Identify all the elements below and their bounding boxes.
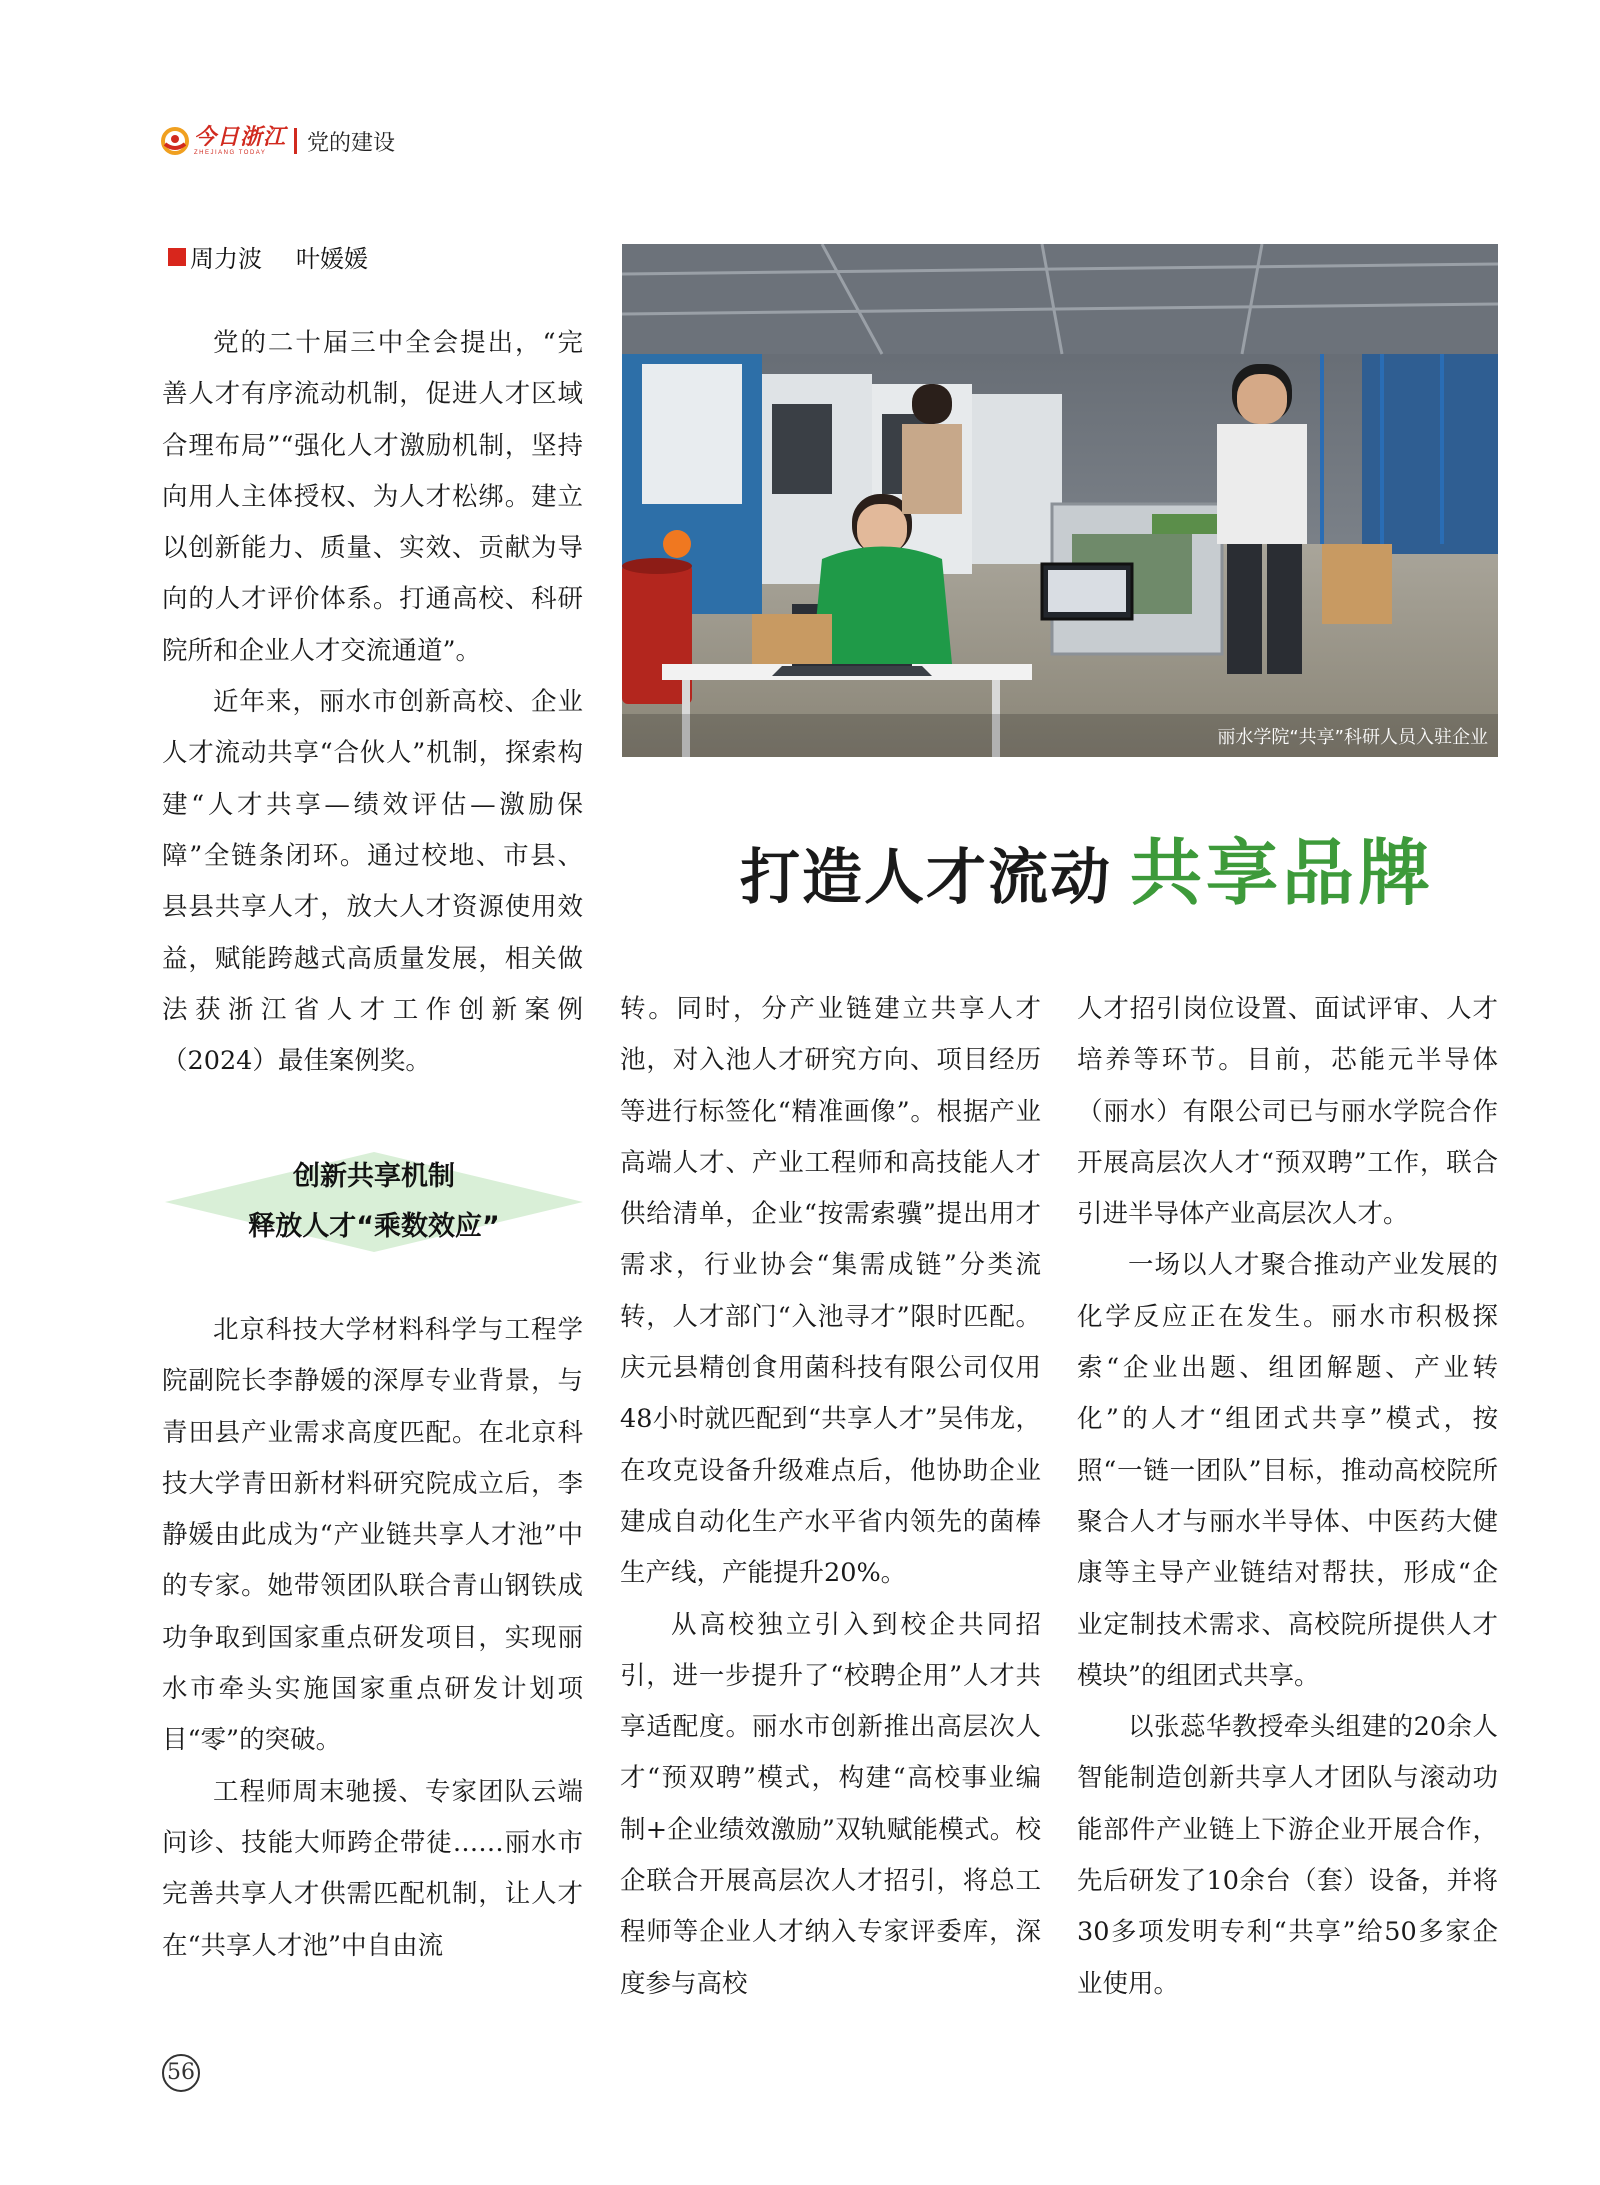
- paragraph: 近年来，丽水市创新高校、企业人才流动共享“合伙人”机制，探索构建“人才共享—绩效评估—激励保障”全链条闭环。通过校地、市县、县县共享人才，放大人才资源使用效益，赋能跨越式高质量发展，相关做法获浙江省人才工作创新案例（2024）最佳案例奖。: [162, 687, 583, 1077]
- byline-marker: [168, 248, 186, 266]
- sun-logo-icon: [160, 126, 190, 156]
- paragraph: 一场以人才聚合推动产业发展的化学反应正在发生。丽水市积极探索“企业出题、组团解题、产业转化”的人才“组团式共享”模式，按照“一链一团队”目标，推动高校院所聚合人才与丽水半导体、中医药大健康等主导产业链结对帮扶，形成“企业定制技术需求、高校院所提供人才模块”的组团式共享。: [1077, 1250, 1498, 1691]
- article-photo: [622, 244, 1498, 757]
- paragraph: 工程师周末驰援、专家团队云端问诊、技能大师跨企带徒……丽水市完善共享人才供需匹配机制，让人才在“共享人才池”中自由流: [162, 1776, 583, 1961]
- paragraph: 以张蕊华教授牵头组建的20余人智能制造创新共享人才团队与滚动功能部件产业链上下游企业开展合作，先后研发了10余台（套）设备，并将30多项发明专利“共享”给50多家企业使用。: [1077, 1712, 1498, 1999]
- photo-caption: 丽水学院“共享”科研人员入驻企业: [1217, 727, 1488, 748]
- logo-subtext: ZHEJIANG TODAY: [194, 150, 267, 156]
- paragraph: 党的二十届三中全会提出，“完善人才有序流动机制，促进人才区域合理布局”“强化人才激励机制，坚持向用人主体授权、为人才松绑。建立以创新能力、质量、实效、贡献为导向的人才评价体系。打通高校、科研院所和企业人才交流通道”。: [162, 328, 583, 666]
- factory-lab-photo: [622, 244, 1498, 757]
- magazine-logo: [160, 126, 286, 156]
- paragraph-continuation: 人才招引岗位设置、面试评审、人才培养等环节。目前，芯能元半导体（丽水）有限公司已与丽水学院合作开展高层次人才“预双聘”工作，联合引进半导体产业高层次人才。: [1077, 994, 1498, 1230]
- paragraph: 从高校独立引入到校企共同招引，进一步提升了“校聘企用”人才共享适配度。丽水市创新推出高层次人才“预双聘”模式，构建“高校事业编制+企业绩效激励”双轨赋能模式。校企联合开展高层次人才招引，将总工程师等企业人才纳入专家评委库，深度参与高校: [620, 1609, 1041, 1999]
- article-column-right: [1077, 984, 1498, 2010]
- logo-text: 今日浙江: [194, 124, 287, 150]
- article-column-middle: [620, 984, 1041, 2010]
- section-subhead: [165, 1144, 583, 1260]
- subhead-line: 创新共享机制: [293, 1161, 455, 1192]
- article-title: [740, 815, 1434, 915]
- article-column-left-bottom: [162, 1305, 583, 1972]
- page-header: [160, 118, 395, 164]
- header-divider: [294, 128, 297, 154]
- paragraph: 北京科技大学材料科学与工程学院副院长李静媛的深厚专业背景，与青田县产业需求高度匹配。在北京科技大学青田新材料研究院成立后，李静媛由此成为“产业链共享人才池”中的专家。她带领团队联合青山钢铁成功争取到国家重点研发项目，实现丽水市牵头实施国家重点研发计划项目“零”的突破。: [162, 1315, 583, 1756]
- paragraph-continuation: 转。同时，分产业链建立共享人才池，对入池人才研究方向、项目经历等进行标签化“精准画像”。根据产业高端人才、产业工程师和高技能人才供给清单，企业“按需索骥”提出用才需求，行业协会“集需成链”分类流转，人才部门“入池寻才”限时匹配。庆元县精创食用菌科技有限公司仅用48小时就匹配到“共享人才”吴伟龙，在攻克设备升级难点后，他协助企业建成自动化生产水平省内领先的菌棒生产线，产能提升20%。: [620, 994, 1041, 1589]
- section-title: 党的建设: [307, 130, 396, 156]
- article-column-left-top: [162, 318, 583, 1087]
- byline: [168, 239, 368, 274]
- title-part-green: 共享品牌: [1130, 831, 1435, 915]
- title-part-dark: 打造人才流动: [740, 843, 1112, 913]
- author-name: 叶媛媛: [296, 245, 368, 273]
- subhead-line: 释放人才“乘数效应”: [248, 1211, 500, 1242]
- author-name: 周力波: [190, 245, 262, 273]
- page-number: 56: [162, 2054, 200, 2092]
